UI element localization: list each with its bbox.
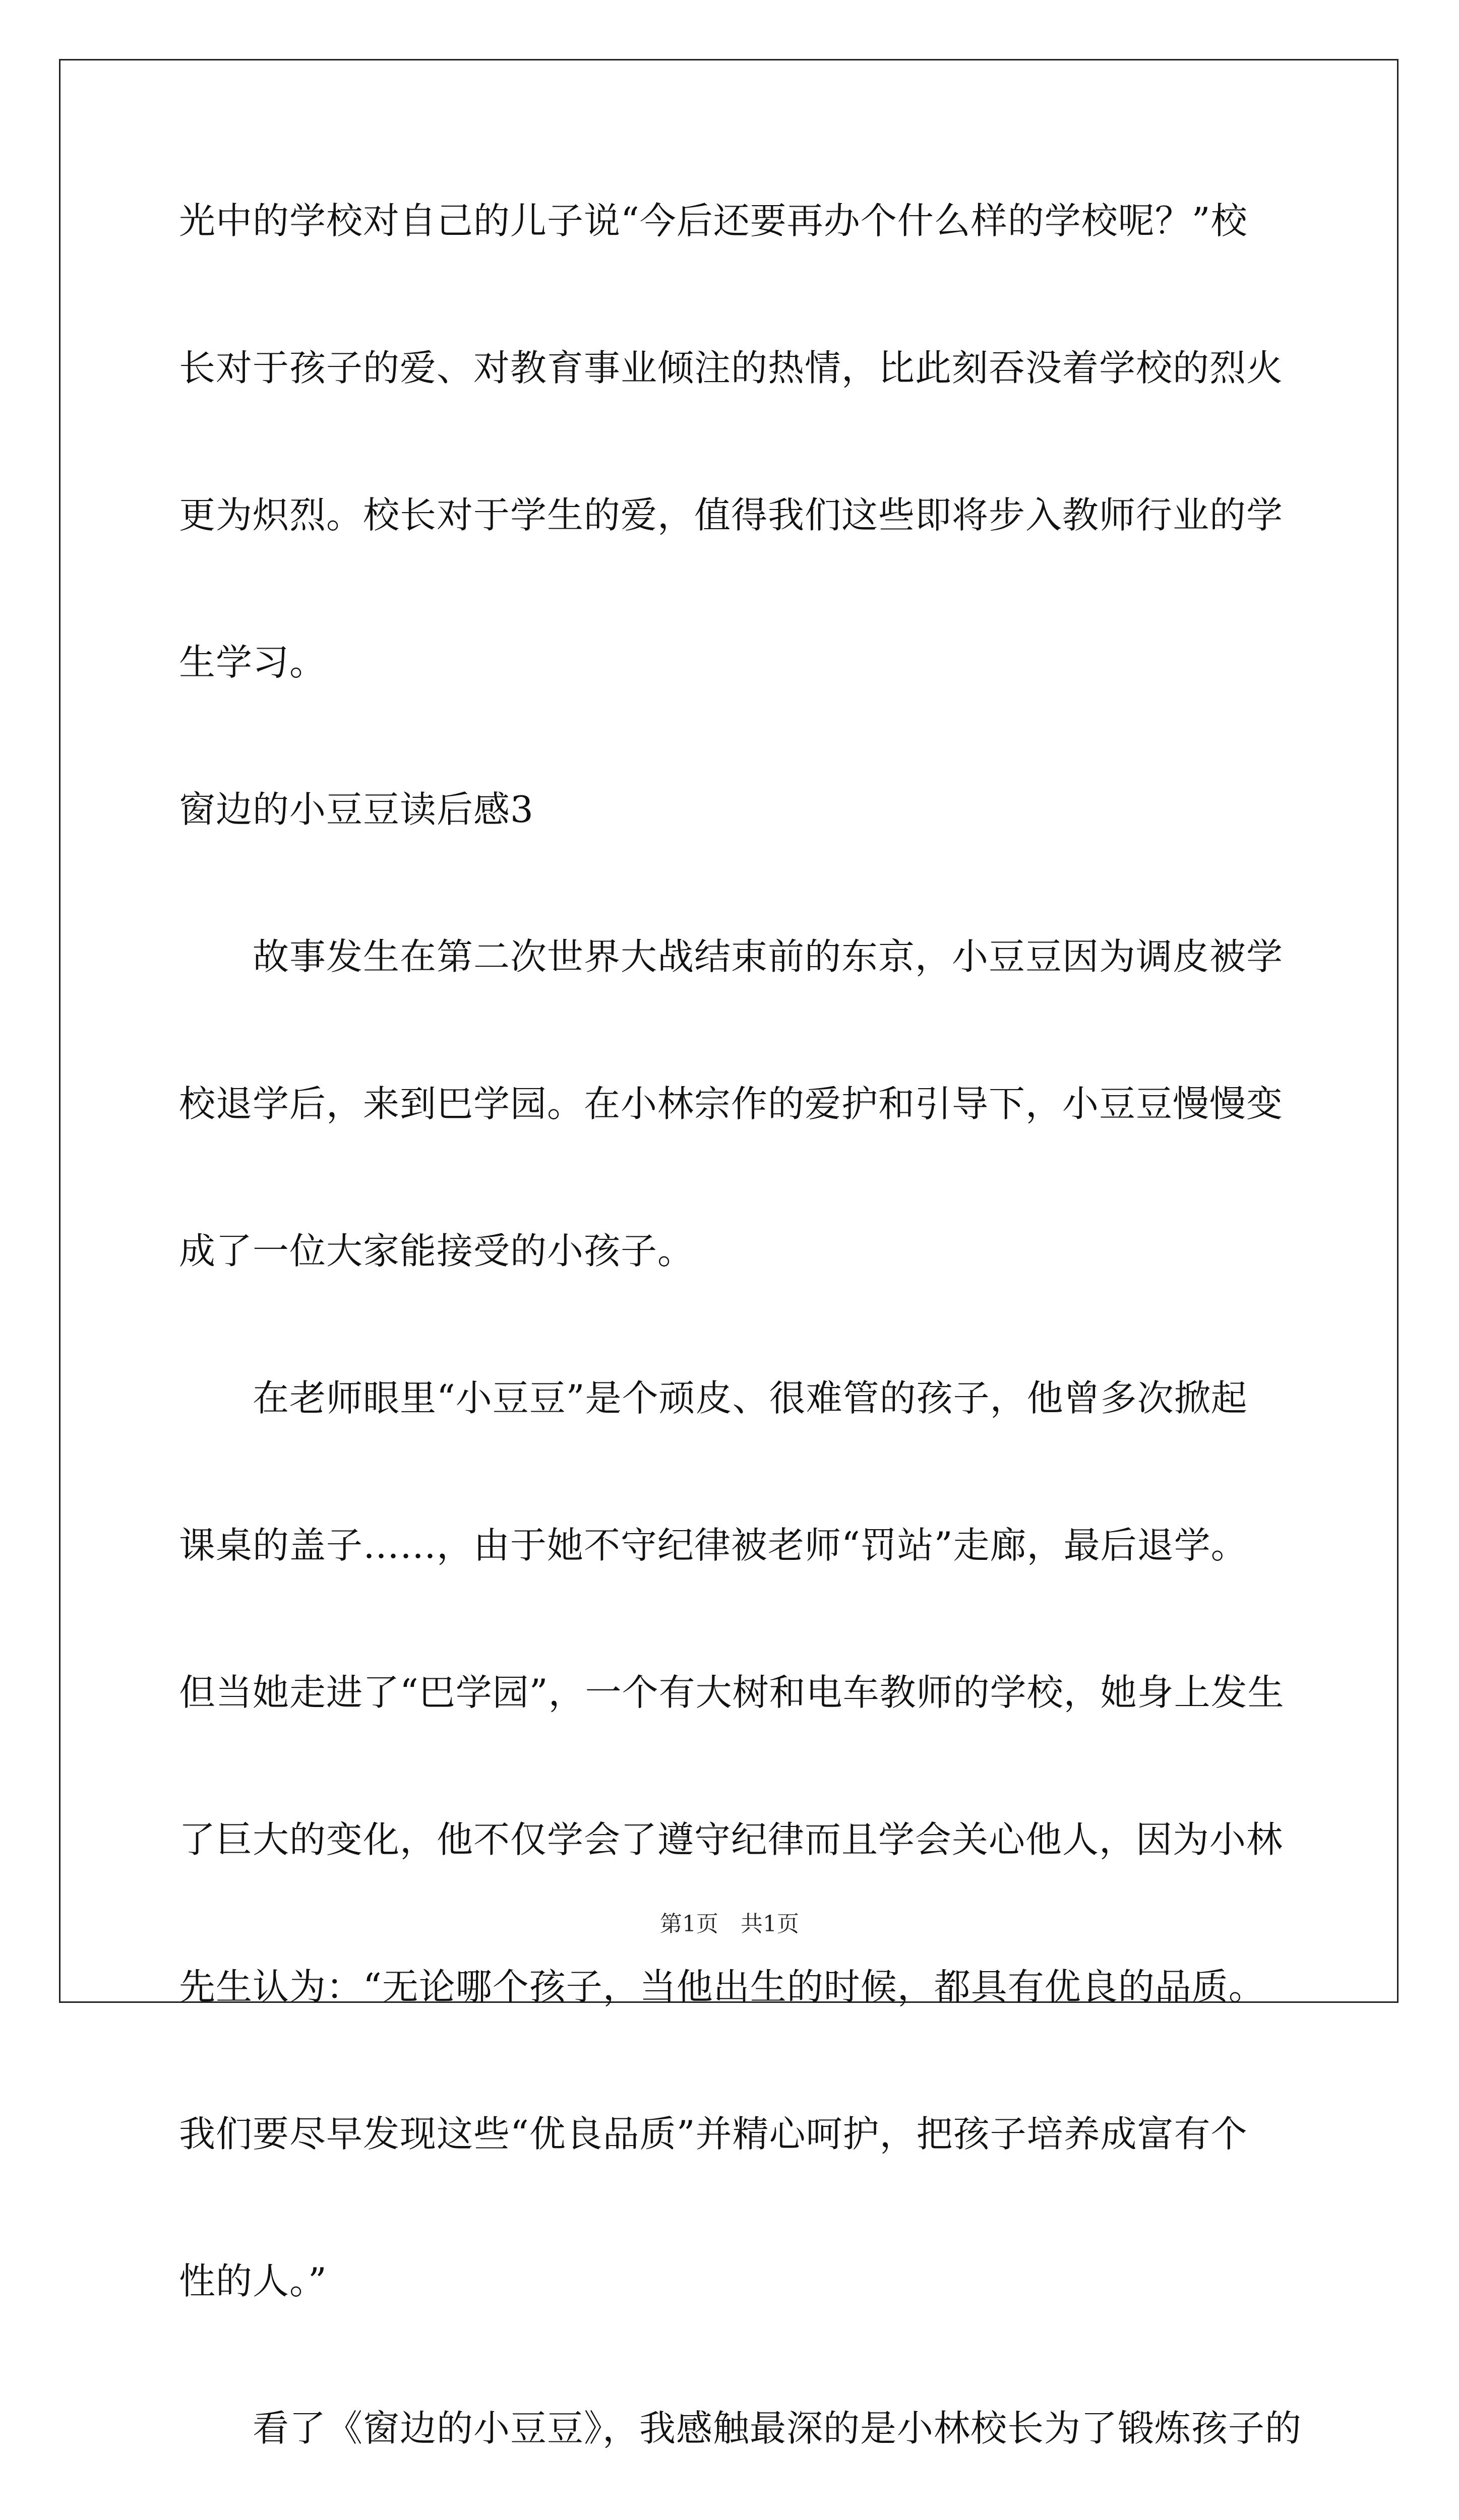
text-line: 生学习。 [179,641,327,683]
text-line: 了巨大的变化，他不仅学会了遵守纪律而且学会关心他人，因为小林 [179,1818,1284,1861]
text-line: 性的人。” [179,2260,327,2302]
text-line: 课桌的盖子……，由于她不守纪律被老师“罚站”走廊，最后退学。 [179,1524,1248,1566]
text-line: 先生认为：“无论哪个孩子，当他出生的时候，都具有优良的品质。 [179,1966,1265,2008]
text-line: 故事发生在第二次世界大战结束前的东京，小豆豆因为调皮被学 [253,935,1284,978]
document-body [179,197,1302,2520]
text-line: 我们要尽早发现这些“优良品质”并精心呵护，把孩子培养成富有个 [179,2113,1248,2155]
section-heading: 窗边的小豆豆读后感3 [179,788,534,831]
page-footer: 第1页 共1页 [660,1911,799,1937]
text-line: 长对于孩子的爱、对教育事业倾注的热情，比此刻吞没着学校的烈火 [179,347,1284,389]
text-line: 光中的学校对自己的儿子说“今后还要再办个什么样的学校呢？”校 [179,200,1248,242]
text-line: 在老师眼里“小豆豆”是个顽皮、很难管的孩子，他曾多次掀起 [253,1377,1248,1419]
text-line: 更为炽烈。校长对于学生的爱，值得我们这些即将步入教师行业的学 [179,494,1284,536]
text-line: 看了《窗边的小豆豆》，我感触最深的是小林校长为了锻炼孩子的 [253,2407,1302,2449]
text-line: 校退学后，来到巴学园。在小林宗作的爱护和引导下，小豆豆慢慢变 [179,1083,1284,1125]
text-line: 但当她走进了“巴学园”，一个有大树和电车教师的学校，她身上发生 [179,1671,1285,1714]
text-line: 成了一位大家能接受的小孩子。 [179,1230,695,1272]
